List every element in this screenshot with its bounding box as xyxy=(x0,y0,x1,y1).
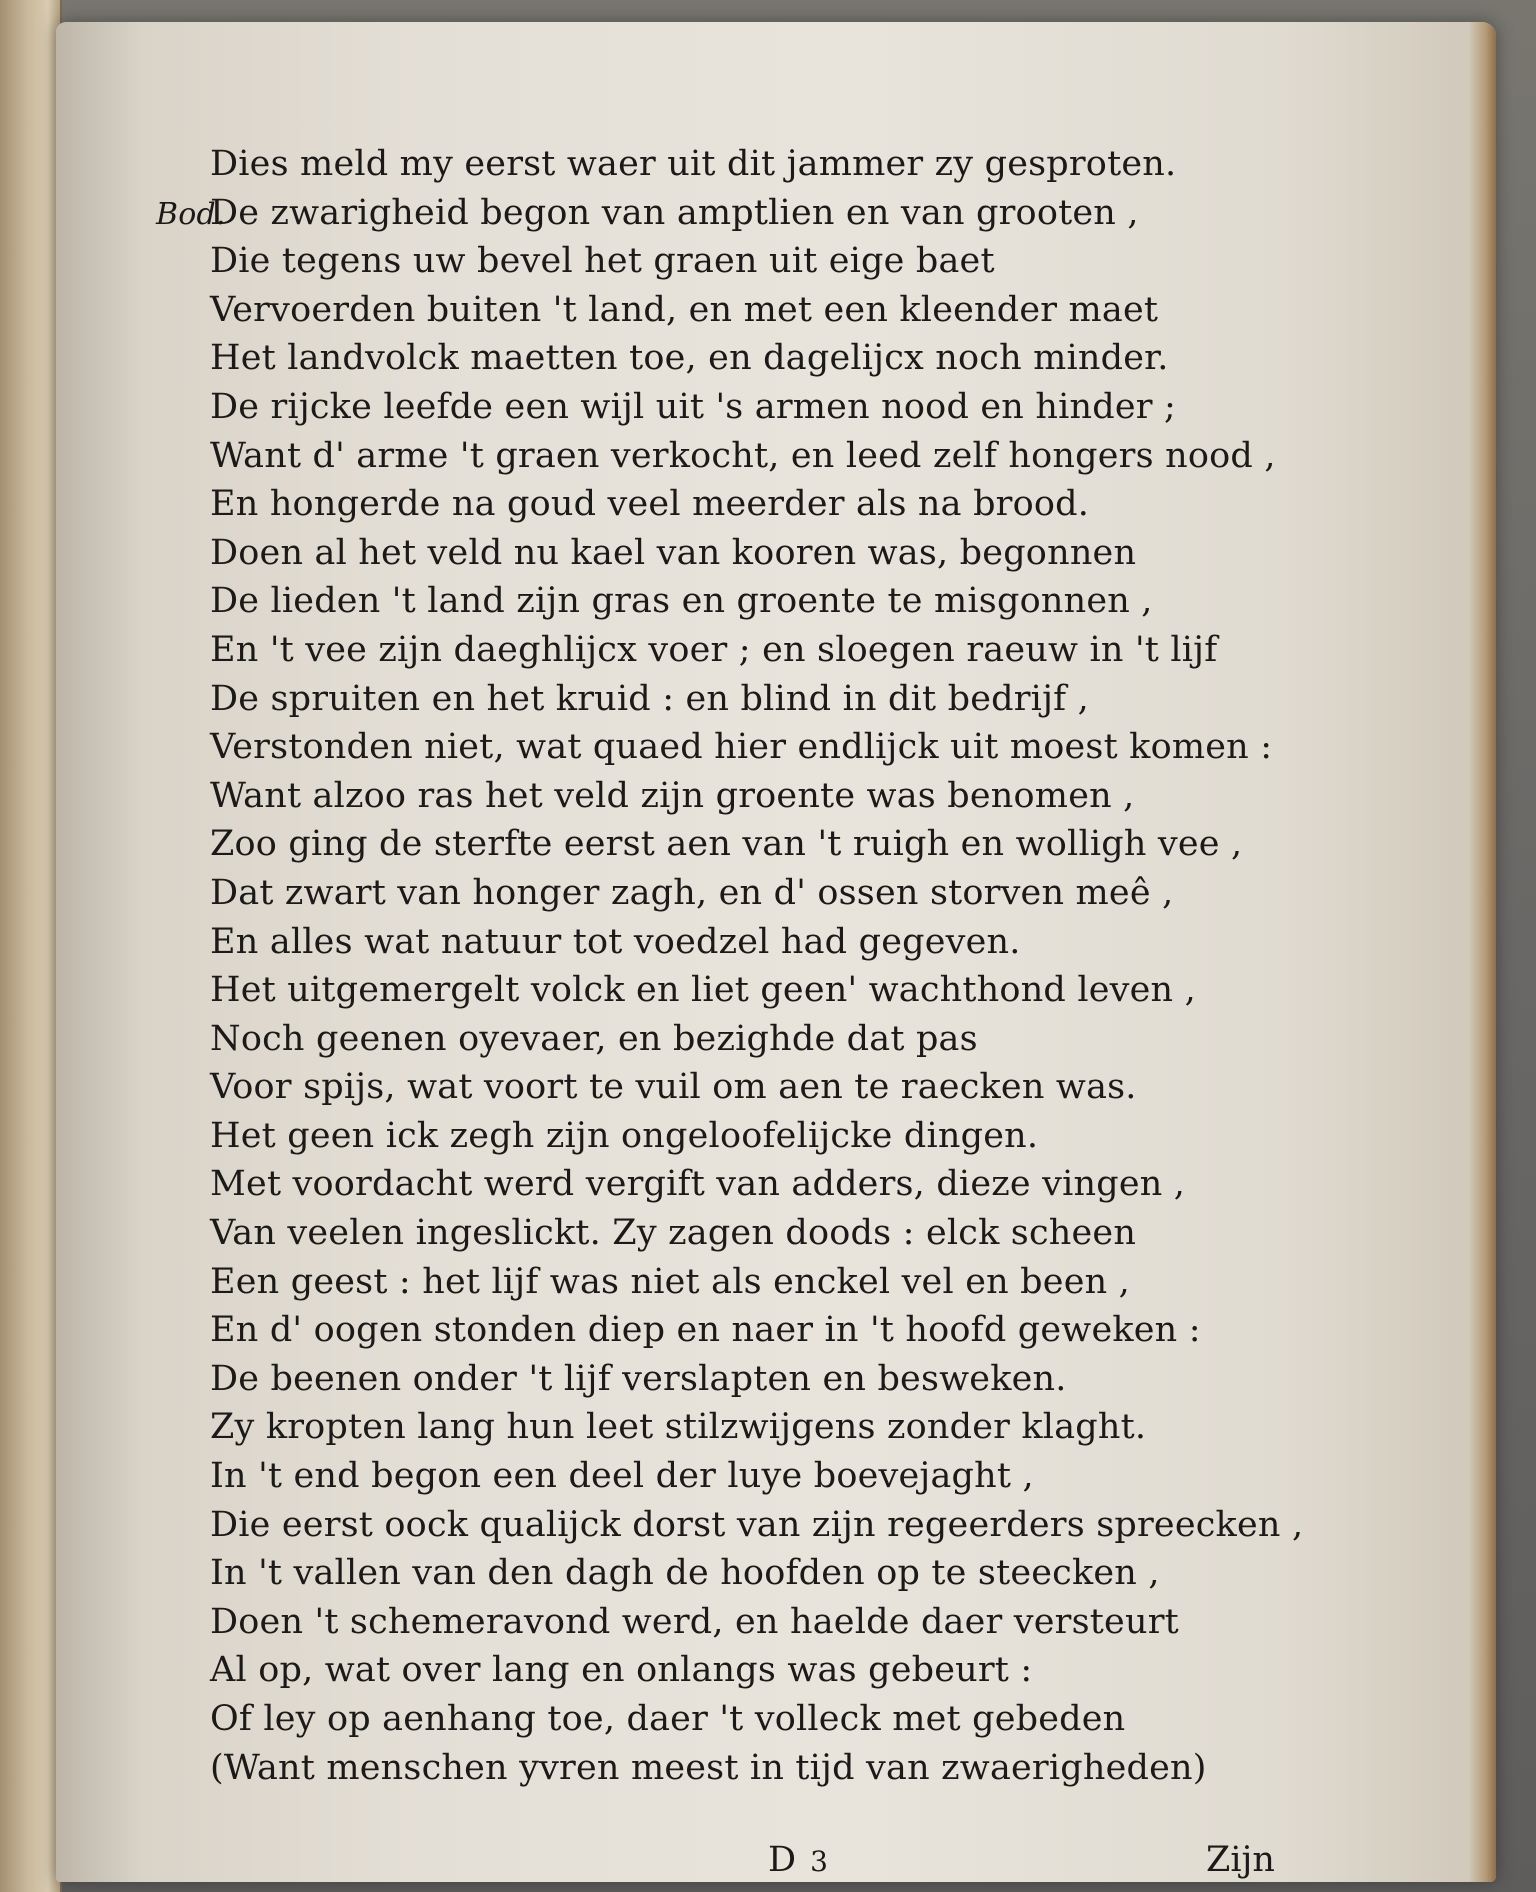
speaker-label: Bod. xyxy=(156,196,226,232)
verse-line: Noch geenen oyevaer, en bezighde dat pas xyxy=(210,1018,978,1059)
verse-line: Een geest : het lijf was niet als enckel vel en been , xyxy=(210,1261,1130,1302)
verse-line: En alles wat natuur tot voedzel had gegeven. xyxy=(210,921,1021,962)
verse-line: Het landvolck maetten toe, en dagelijcx noch minder. xyxy=(210,338,1169,379)
verse-line: Zoo ging de sterfte eerst aen van 't ruigh en wolligh vee , xyxy=(210,824,1243,865)
verse-line: In 't vallen van den dagh de hoofden op te steecken , xyxy=(210,1553,1160,1594)
verse-line: Zy kropten lang hun leet stilzwijgens zonder klaght. xyxy=(210,1407,1147,1448)
verse-line: De rijcke leefde een wijl uit 's armen nood en hinder ; xyxy=(210,386,1176,427)
verse-line: Verstonden niet, wat quaed hier endlijck uit moest komen : xyxy=(210,727,1273,768)
catchword: Zijn xyxy=(1206,1840,1275,1880)
verse-line: Vervoerden buiten 't land, en met een kleender maet xyxy=(210,289,1159,330)
verse-line: Want alzoo ras het veld zijn groente was benomen , xyxy=(210,775,1135,816)
verse-line: Die tegens uw bevel het graen uit eige baet xyxy=(210,241,995,282)
signature-number: 3 xyxy=(810,1845,828,1878)
verse-line: De spruiten en het kruid : en blind in dit bedrijf , xyxy=(210,678,1089,719)
verse-line: Doen al het veld nu kael van kooren was, begonnen xyxy=(210,532,1137,573)
verse-line: In 't end begon een deel der luye boevejaght , xyxy=(210,1456,1034,1497)
verse-line: Het geen ick zegh zijn ongeloofelijcke dingen. xyxy=(210,1115,1039,1156)
signature-letter: D xyxy=(768,1840,797,1880)
verse-text xyxy=(156,140,1316,1792)
book-page xyxy=(56,22,1496,1882)
verse-line-text: De zwarigheid begon van amptlien en van grooten , xyxy=(210,192,1139,233)
verse-line: Dies meld my eerst waer uit dit jammer zy gesproten. xyxy=(210,144,1177,184)
verse-line: Of ley op aenhang toe, daer 't volleck met gebeden xyxy=(210,1699,1126,1739)
verse-line: En d' oogen stonden diep en naer in 't hoofd geweken : xyxy=(210,1310,1201,1351)
verse-line-speaker xyxy=(156,189,1316,238)
verse-line: Voor spijs, wat voort te vuil om aen te raecken was. xyxy=(210,1067,1137,1108)
page-footer xyxy=(56,1840,1496,1890)
verse-line: En 't vee zijn daeghlijcx voer ; en sloegen raeuw in 't lijf xyxy=(210,629,1218,670)
page-edge xyxy=(1470,22,1496,1882)
verse-line: Want d' arme 't graen verkocht, en leed zelf hongers nood , xyxy=(210,435,1276,476)
verse-line: Dat zwart van honger zagh, en d' ossen storven meê , xyxy=(210,872,1174,913)
verse-line: Het uitgemergelt volck en liet geen' wachthond leven , xyxy=(210,970,1196,1011)
verse-line: Al op, wat over lang en onlangs was gebeurt : xyxy=(210,1650,1033,1691)
verse-line: (Want menschen yvren meest in tijd van zwaerigheden) xyxy=(210,1747,1207,1788)
verse-line: De lieden 't land zijn gras en groente te misgonnen , xyxy=(210,581,1153,622)
verse-line: Van veelen ingeslickt. Zy zagen doods : elck scheen xyxy=(210,1213,1137,1254)
verse-line: Met voordacht werd vergift van adders, dieze vingen , xyxy=(210,1164,1186,1205)
verse-line: En hongerde na goud veel meerder als na brood. xyxy=(210,484,1090,525)
verse-line: De beenen onder 't lijf verslapten en besweken. xyxy=(210,1358,1067,1399)
left-page-edge xyxy=(0,0,62,1892)
verse-line: Doen 't schemeravond werd, en haelde daer versteurt xyxy=(210,1601,1179,1642)
signature-mark xyxy=(768,1840,828,1880)
verse-line: Die eerst oock qualijck dorst van zijn regeerders spreecken , xyxy=(210,1504,1304,1545)
